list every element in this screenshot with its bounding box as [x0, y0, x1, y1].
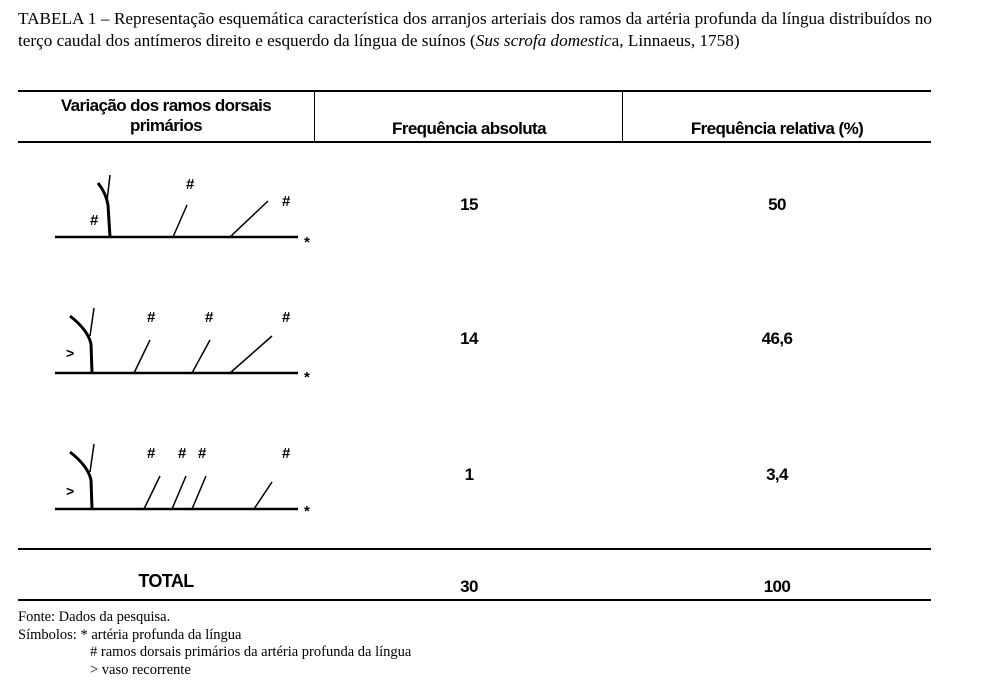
dorsal-branch-4 [254, 482, 272, 509]
hash-symbol: # [147, 445, 156, 462]
header-relative-frequency: Frequência relativa (%) [690, 119, 864, 138]
table-bottom-rule [18, 599, 931, 601]
row1-absolute: 15 [460, 195, 478, 214]
row3-absolute: 1 [464, 465, 474, 484]
dorsal-branch-3 [192, 476, 206, 509]
header-variation-line1: Variação dos ramos dorsais [60, 96, 272, 115]
header-bottom-rule [18, 141, 931, 143]
table-caption [18, 8, 932, 52]
table-top-rule [18, 90, 931, 92]
dorsal-branch-2 [192, 340, 210, 373]
note-hash: # ramos dorsais primários da artéria profunda da língua [90, 644, 412, 660]
dorsal-branch-1 [144, 476, 160, 509]
total-label: TOTAL [138, 571, 194, 591]
branch-up [90, 308, 94, 336]
row3-relative: 3,4 [766, 465, 788, 484]
gt-symbol: > [66, 483, 75, 499]
total-relative: 100 [763, 577, 791, 596]
dorsal-branch-1 [173, 205, 187, 237]
branch-up [107, 175, 110, 201]
hash-symbol: # [205, 309, 214, 326]
hash-symbol: # [186, 176, 195, 193]
diagram-variation-1 [50, 165, 325, 255]
caption-text: TABELA 1 – Representação esquemática característica dos arranjos arteriais dos ramos da artéria profunda da língua distribuídos no terço caudal dos antímeros direito e esquerdo da língua de suínos ( [18, 9, 932, 50]
note-symbols: Símbolos: * artéria profunda da língua [18, 626, 242, 643]
header-divider-1 [314, 92, 315, 142]
branch-up [90, 444, 94, 472]
diagram-variation-2 [50, 300, 325, 390]
caption-species-italic: Sus scrofa domestic [475, 31, 612, 50]
dorsal-branch-1 [134, 340, 150, 373]
star-symbol: * [304, 234, 310, 251]
header-variation-line2: primários [129, 116, 203, 135]
note-source: Fonte: Dados da pesquisa. [18, 609, 171, 625]
dorsal-branch-2 [172, 476, 186, 509]
star-symbol: * [304, 503, 310, 520]
hash-symbol: # [198, 445, 207, 462]
row2-relative: 46,6 [761, 329, 793, 348]
gt-symbol: > [66, 345, 75, 361]
row1-relative: 50 [768, 195, 786, 214]
total-top-rule [18, 548, 931, 550]
header-absolute-frequency: Frequência absoluta [392, 119, 546, 138]
hash-symbol: # [282, 445, 291, 462]
star-symbol: * [304, 369, 310, 386]
dorsal-branch-2 [230, 201, 268, 237]
note-gt: > vaso recorrente [90, 661, 191, 678]
dorsal-branch-3 [230, 336, 272, 373]
hash-symbol: # [178, 445, 187, 462]
hash-symbol: # [90, 212, 99, 229]
table-notes [18, 609, 411, 679]
header-variation [18, 96, 314, 136]
total-absolute: 30 [460, 577, 478, 596]
diagram-variation-3 [50, 436, 325, 526]
caption-text-end: a, Linnaeus, 1758) [611, 31, 740, 50]
hash-symbol: # [282, 309, 291, 326]
recurrent-vessel [70, 452, 92, 509]
row2-absolute: 14 [460, 329, 478, 348]
hash-symbol: # [147, 309, 156, 326]
hash-symbol: # [282, 193, 291, 210]
